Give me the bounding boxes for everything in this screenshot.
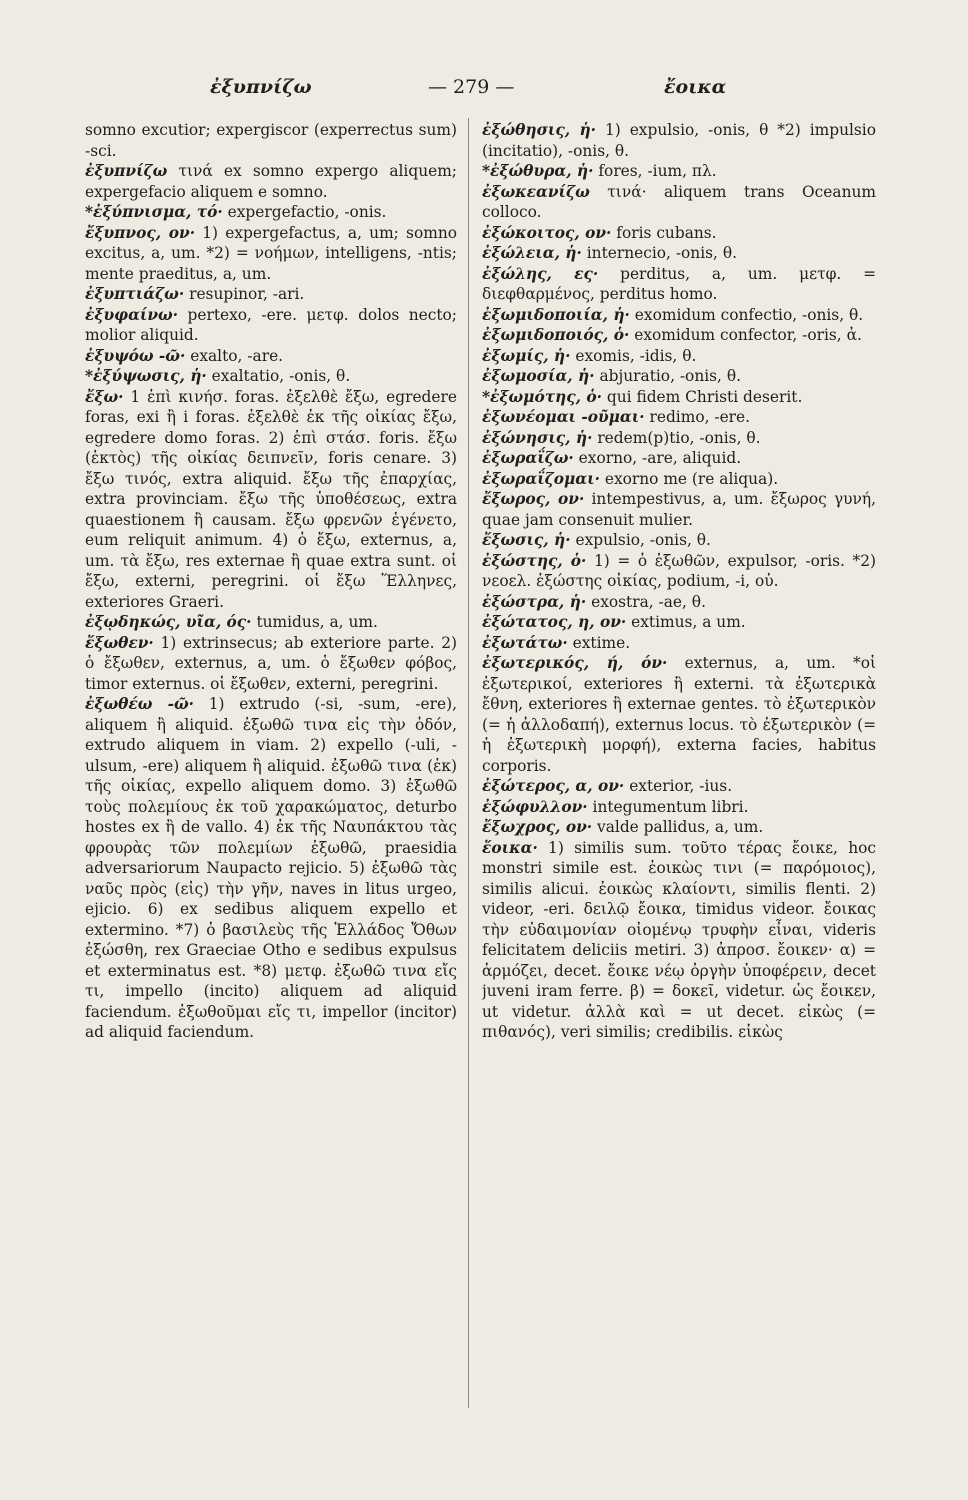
- entry-definition: redem(p)tio, -onis, θ.: [592, 428, 761, 447]
- dictionary-entry: [482, 264, 876, 305]
- entry-definition: τινά ex somno expergo aliquem; expergefacio aliquem e somno.: [85, 162, 457, 201]
- entry-headword: ἐξώλεια, ἡ·: [482, 244, 582, 262]
- entry-definition: 1) = ὁ ἐξωθῶν, expulsor, -oris. *2) νεοελ. ἐξώστης οἰκίας, podium, -i, οὐ.: [482, 551, 876, 590]
- dictionary-entry: [482, 633, 876, 654]
- entry-headword: ἐξωραΐζω·: [482, 449, 574, 467]
- entry-headword: ἐξώφυλλον·: [482, 797, 588, 816]
- entry-definition: exterior, -ius.: [624, 777, 733, 795]
- entry-headword: ἔξωσις, ἡ·: [482, 531, 571, 549]
- entry-headword: ἐξώθησις, ἡ·: [482, 121, 597, 139]
- dictionary-entry: [482, 838, 876, 1043]
- entry-definition: exomidum confectio, -onis, θ.: [629, 305, 864, 324]
- entry-headword: ἐξωμιδοποιία, ἡ·: [482, 305, 630, 324]
- entry-definition: pertexo, -ere. μετφ. dolos necto; molior aliquid.: [85, 305, 457, 344]
- entry-headword: ἔξω·: [85, 387, 124, 406]
- dictionary-entry: [85, 387, 457, 613]
- entry-headword: ἐξῳδηκώς, υῖα, ός·: [85, 613, 252, 631]
- entry-definition: 1) extrinsecus; ab exteriore parte. 2) ὁ ἔξωθεν, externus, a, um. ὁ ἔξωθεν φόβος, timor externus. οἱ ἔξωθεν, externi, peregrini.: [85, 633, 457, 693]
- entry-headword: ἔοικα·: [482, 838, 538, 857]
- entry-definition: foris cubans.: [611, 223, 717, 242]
- entry-headword: ἐξωνέομαι -οῦμαι·: [482, 408, 645, 426]
- dictionary-entry: [482, 305, 876, 326]
- entry-headword: ἐξώλης, ες·: [482, 264, 599, 283]
- entry-headword: ἔξωθεν·: [85, 633, 154, 652]
- entry-headword: *ἐξωμότης, ὁ·: [482, 387, 602, 406]
- dictionary-entry: [482, 469, 876, 490]
- entry-definition: 1) extrudo (-si, -sum, -ere), aliquem ἢ aliquid. ἐξωθῶ τινα εἰς τὴν ὁδόν, extrudo aliquem in viam. 2) expello (-uli, -ulsum, -ere) aliquem ἢ aliquid. ἐξωθῶ τινα (ἐκ) τῆς οἰκίας, expello aliquem domo. 3) ἐξωθῶ τοὺς πολεμίους ἐκ τοῦ χαρακώματος, deturbo hostes ex ἢ de vallo. 4) ἐκ τῆς Ναυπάκτου τὰς φρουρὰς τῶν πολεμίων ἐξωθῶ, praesidia adversariorum Naupacto rejicio. 5) ἐξωθῶ τὰς ναῦς πρὸς (εἰς) τὴν γῆν, naves in litus urgeo, ejicio. 6) ex sedibus aliquem expello et extermino. *7) ὁ βασιλεὺς τῆς Ἑλλάδος Ὄθων ἐξώσθη, rex Graeciae Otho e sedibus expulsus et exterminatus est. *8) μετφ. ἐξωθῶ τινα εἴς τι, impello (incito) aliquem ad aliquid faciendum. ἐξωθοῦμαι εἴς τι, impellor (incitor) ad aliquid faciendum.: [85, 695, 457, 1041]
- entry-definition: internecio, -onis, θ.: [581, 244, 737, 262]
- entry-headword: ἐξυπνίζω: [85, 162, 168, 180]
- entry-headword: ἐξωτερικός, ή, όν·: [482, 654, 668, 672]
- entry-headword: ἐξώστης, ὁ·: [482, 551, 587, 570]
- dictionary-entry: [85, 346, 457, 367]
- entry-definition: intempestivus, a, um. ἔξωρος γυνή, quae jam consenuit mulier.: [482, 490, 876, 529]
- entry-definition: extimus, a um.: [626, 613, 746, 631]
- dictionary-entry: [482, 325, 876, 346]
- entry-headword: ἐξυφαίνω·: [85, 305, 179, 324]
- right-column: [482, 120, 876, 1410]
- dictionary-entry: [85, 633, 457, 695]
- entry-definition: τινά· aliquem trans Oceanum colloco.: [482, 182, 876, 221]
- entry-headword: *ἐξύπνισμα, τό·: [85, 203, 223, 221]
- entry-definition: externus, a, um. *οἱ ἐξωτερικοί, exteriores ἢ externi. τὰ ἐξωτερικὰ ἔθνη, exteriores ἢ externae gentes. τὸ ἐξωτερικὸν (= ἡ ἀλλοδαπή), externus locus. τὸ ἐξωτερικὸν (= ἡ ἐξωτερικὴ μορφή), externa facies, habitus corporis.: [482, 654, 876, 775]
- dictionary-entry: [482, 592, 876, 613]
- entry-definition: extime.: [567, 633, 631, 652]
- dictionary-entry: [85, 161, 457, 202]
- dictionary-entry: [482, 120, 876, 161]
- entry-headword: ἔξωρος, ον·: [482, 490, 585, 508]
- entry-definition: resupinor, -ari.: [184, 285, 305, 303]
- entry-definition: tumidus, a, um.: [251, 613, 378, 631]
- entry-definition: fores, -ium, πλ.: [593, 162, 717, 180]
- dictionary-entry: [85, 694, 457, 1043]
- entry-definition: expergefactio, -onis.: [222, 203, 387, 221]
- entry-definition: 1) expergefactus, a, um; somno excitus, a, um. *2) = νοήμων, intelligens, -ntis; mente praeditus, a, um.: [85, 223, 457, 283]
- dictionary-entry: [85, 202, 457, 223]
- header-left-guide-word: ἐξυπνίζω: [210, 76, 312, 98]
- dictionary-entry: [85, 305, 457, 346]
- left-column: [85, 120, 457, 1410]
- dictionary-entry: [85, 120, 457, 161]
- dictionary-entry: [85, 612, 457, 633]
- dictionary-entry: [482, 243, 876, 264]
- entry-headword: ἐξώστρα, ἡ·: [482, 592, 587, 611]
- dictionary-entry: [482, 161, 876, 182]
- dictionary-entry: [482, 612, 876, 633]
- entry-headword: ἐξωθέω -ῶ·: [85, 695, 195, 713]
- dictionary-entry: [482, 428, 876, 449]
- entry-headword: *ἐξύψωσις, ἡ·: [85, 367, 207, 385]
- entry-headword: ἐξωκεανίζω: [482, 182, 590, 201]
- entry-headword: ἔξυπνος, ον·: [85, 223, 196, 242]
- entry-headword: ἐξωμιδοποιός, ὁ·: [482, 326, 630, 344]
- entry-definition: expulsio, -onis, θ.: [570, 531, 711, 549]
- dictionary-entry: [482, 776, 876, 797]
- dictionary-entry: [482, 530, 876, 551]
- entry-headword: ἐξώκοιτος, ον·: [482, 223, 612, 242]
- dictionary-entry: [482, 489, 876, 530]
- dictionary-entry: [85, 284, 457, 305]
- entry-definition: exalto, -are.: [185, 346, 284, 365]
- dictionary-entry: [482, 182, 876, 223]
- column-divider: [468, 118, 469, 1408]
- page-number: — 279 —: [428, 76, 515, 98]
- page-header: [80, 70, 880, 104]
- entry-headword: ἐξωτάτω·: [482, 633, 568, 652]
- entry-headword: ἐξώτατος, η, ον·: [482, 613, 627, 631]
- dictionary-entry: [482, 387, 876, 408]
- entry-headword: ἐξώτερος, α, ον·: [482, 777, 625, 795]
- entry-headword: ἐξωραΐζομαι·: [482, 469, 600, 488]
- dictionary-entry: [482, 346, 876, 367]
- entry-definition: exomis, -idis, θ.: [570, 346, 697, 365]
- entry-definition: exorno me (re aliqua).: [599, 469, 779, 488]
- dictionary-entry: [482, 817, 876, 838]
- entry-definition: exorno, -are, aliquid.: [573, 449, 742, 467]
- dictionary-entry: [482, 797, 876, 818]
- dictionary-entry: [482, 653, 876, 776]
- entry-headword: ἐξυψόω -ῶ·: [85, 346, 186, 365]
- header-right-guide-word: ἔοικα: [664, 76, 727, 98]
- entry-definition: valde pallidus, a, um.: [592, 818, 764, 836]
- entry-headword: ἔξωχρος, ον·: [482, 818, 593, 836]
- entry-definition: 1 ἐπὶ κινήσ. foras. ἐξελθὲ ἔξω, egredere foras, exi ἢ i foras. ἐξελθὲ ἐκ τῆς οἰκίας ἔξω, egredere domo foras. 2) ἐπὶ στάσ. foris. ἔξω (ἐκτὸς) τῆς οἰκίας δειπνεῖν, foris cenare. 3) ἔξω τινός, extra aliquid. ἔξω τῆς ἐπαρχίας, extra provinciam. ἔξω τῆς ὑποθέσεως, extra quaestionem ἢ causam. ἔξω φρενῶν ἐγένετο, eum reliquit animum. 4) ὁ ἔξω, externus, a, um. τὰ ἔξω, res externae ἢ quae extra sunt. οἱ ἔξω, externi, peregrini. οἱ ἔξω Ἕλληνες, exteriores Graeri.: [85, 387, 457, 611]
- entry-headword: *ἐξώθυρα, ἡ·: [482, 162, 594, 180]
- dictionary-entry: [85, 223, 457, 285]
- entry-headword: ἐξυπτιάζω·: [85, 285, 185, 303]
- dictionary-entry: [482, 366, 876, 387]
- entry-definition: somno excutior; expergiscor (experrectus sum) -sci.: [85, 121, 457, 160]
- dictionary-entry: [482, 448, 876, 469]
- entry-definition: 1) expulsio, -onis, θ *2) impulsio (incitatio), -onis, θ.: [482, 121, 876, 160]
- entry-headword: ἐξωμοσία, ἡ·: [482, 367, 595, 385]
- entry-definition: redimo, -ere.: [644, 408, 751, 426]
- entry-definition: abjuratio, -onis, θ.: [594, 367, 741, 385]
- dictionary-entry: [482, 223, 876, 244]
- dictionary-entry: [482, 551, 876, 592]
- entry-definition: qui fidem Christi deserit.: [601, 387, 803, 406]
- dictionary-entry: [482, 407, 876, 428]
- entry-definition: 1) similis sum. τοῦτο τέρας ἔοικε, hoc monstri simile est. ἐοικὼς τινι (= παρόμοιος), similis alicui. ἐοικὼς κλαίοντι, similis flenti. 2) videor, -eri. δειλῷ ἔοικα, timidus videor. ἔοικας τὴν εὐδαιμονίαν οἰομένῳ τρυφὴν εἶναι, videris felicitatem deliciis metiri. 3) ἀπροσ. ἔοικεν· α) = ἁρμόζει, decet. ἔοικε νέῳ ὀργὴν ὑποφέρειν, decet juveni iram ferre. β) = δοκεῖ, videtur. ὡς ἔοικεν, ut videtur. ἀλλὰ καὶ = ut decet. εἰκὼς (= πιθανός), veri similis; credibilis. εἰκὼς: [482, 838, 876, 1041]
- entry-headword: ἐξωμίς, ἡ·: [482, 346, 571, 365]
- entry-definition: integumentum libri.: [587, 797, 749, 816]
- entry-definition: perditus, a, um. μετφ. = διεφθαρμένος, perditus homo.: [482, 264, 876, 303]
- entry-definition: exaltatio, -onis, θ.: [206, 367, 351, 385]
- entry-headword: ἐξώνησις, ἡ·: [482, 428, 593, 447]
- entry-definition: exostra, -ae, θ.: [586, 592, 706, 611]
- dictionary-entry: [85, 366, 457, 387]
- entry-definition: exomidum confector, -oris, ἀ.: [629, 326, 862, 344]
